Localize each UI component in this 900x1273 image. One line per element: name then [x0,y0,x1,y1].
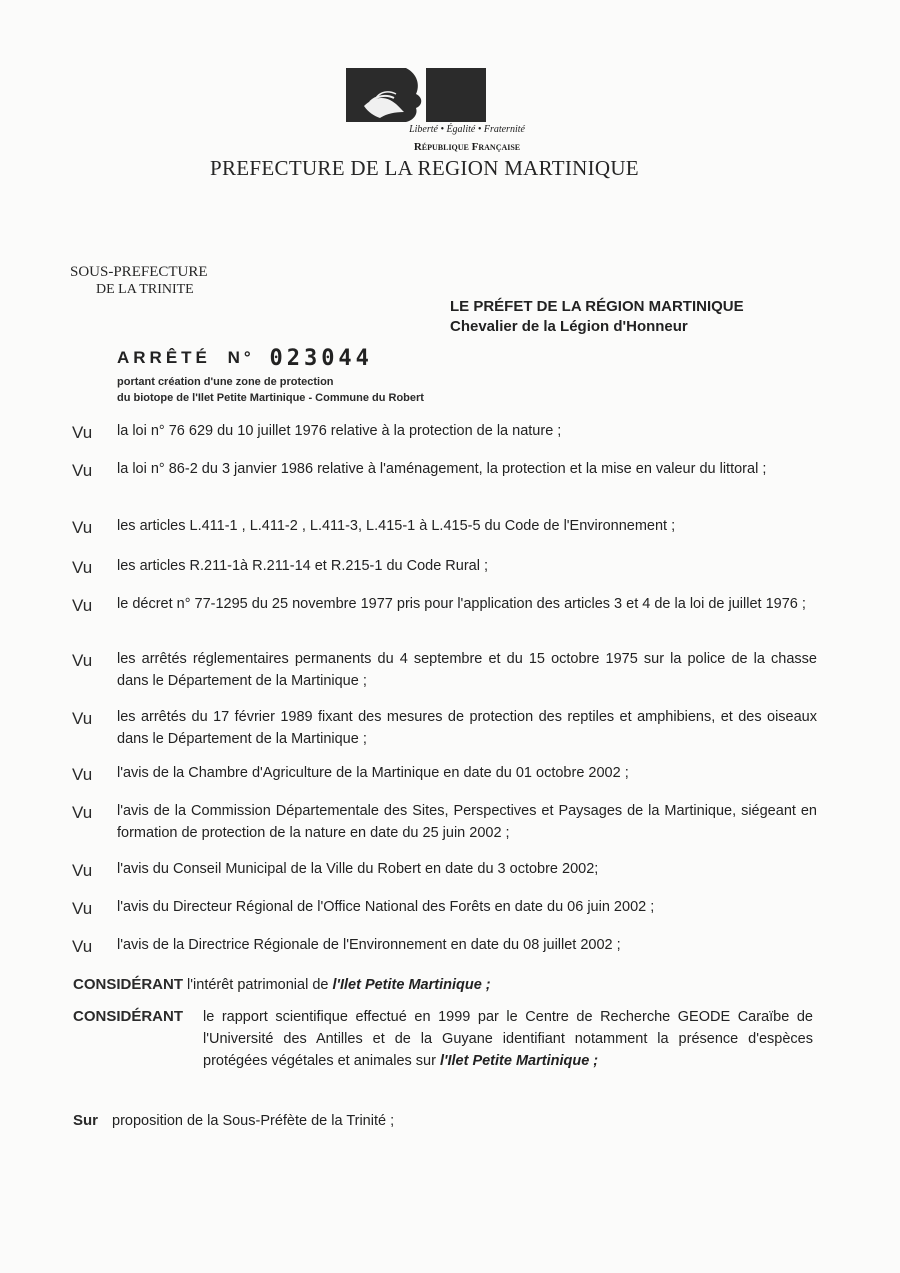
arrete-number: 023044 [269,346,373,371]
vu-item [72,858,817,880]
sous-prefecture-block [70,264,208,298]
vu-text: l'avis de la Directrice Régionale de l'Environnement en date du 08 juillet 2002 ; [117,937,621,953]
considerant-body [203,1006,813,1072]
vu-label: Vu [72,937,93,956]
considerant-emphasis: l'Ilet Petite Martinique ; [439,1053,599,1069]
vu-text: les articles L.411-1 , L.411-2 , L.411-3, L.415-1 à L.415-5 du Code de l'Environnement ; [117,518,676,534]
arrete-heading [117,344,373,369]
considerant-item [73,1006,813,1069]
republic-motto: Liberté • Égalité • Fraternité [409,124,525,135]
vu-item [72,593,817,615]
vu-label: Vu [72,899,93,918]
prefecture-title: PREFECTURE DE LA REGION MARTINIQUE [210,156,639,180]
arrete-no-label: N° [227,348,255,367]
vu-item [72,934,817,956]
considerant-text: l'intérêt patrimonial de [187,977,333,993]
sur-item [73,1112,394,1129]
vu-label: Vu [72,518,93,537]
arrete-label: ARRÊTÉ [117,348,211,367]
sous-prefecture-line2: DE LA TRINITE [96,282,194,297]
vu-text: l'avis de la Commission Départementale des Sites, Perspectives et Paysages de la Martinique, siégeant en formation de protection de la nature en date du 25 juin 2002 ; [117,803,817,841]
republique-francaise: République Française [413,141,521,153]
vu-item [72,458,817,480]
vu-item [72,648,817,692]
arrete-subtitle-line2: du biotope de l'Ilet Petite Martinique - Commune du Robert [117,392,424,404]
vu-item [72,762,817,784]
vu-text: les articles R.211-1à R.211-14 et R.215-1 du Code Rural ; [117,558,489,574]
prefet-honor: Chevalier de la Légion d'Honneur [450,318,688,335]
vu-label: Vu [72,651,93,670]
considerant-label: CONSIDÉRANT [73,1008,184,1025]
vu-text: l'avis de la Chambre d'Agriculture de la Martinique en date du 01 octobre 2002 ; [117,765,629,781]
sous-prefecture-line1: SOUS-PREFECTURE [70,264,208,280]
considerant-item [73,974,813,996]
vu-label: Vu [72,461,93,480]
considerant-label: CONSIDÉRANT [73,976,184,993]
vu-label: Vu [72,709,93,728]
vu-text: les arrêtés réglementaires permanents du 4 septembre et du 15 octobre 1975 sur la police de la chasse dans le Département de la Martinique ; [117,651,817,689]
sur-label: Sur [73,1112,99,1129]
marianne-logo [346,68,486,122]
vu-item [72,420,817,442]
vu-label: Vu [72,423,93,442]
vu-item [72,896,817,918]
vu-label: Vu [72,803,93,822]
vu-text: les arrêtés du 17 février 1989 fixant des mesures de protection des reptiles et amphibiens, et des oiseaux dans le Département de la Martinique ; [117,709,817,747]
vu-item [72,706,817,750]
vu-item [72,515,817,537]
vu-label: Vu [72,765,93,784]
considerant-emphasis: l'Ilet Petite Martinique ; [332,977,491,993]
prefet-title: LE PRÉFET DE LA RÉGION MARTINIQUE [450,298,744,315]
vu-label: Vu [72,861,93,880]
considerant-text: le rapport scientifique effectué en 1999 par le Centre de Recherche GEODE Caraïbe de l'Université des Antilles et de la Guyane identifiant notamment la présence d'espèces protégées végétales et animales sur [203,1009,813,1069]
arrete-subtitle-line1: portant création d'une zone de protection [117,376,334,388]
vu-item [72,800,817,844]
vu-text: l'avis du Conseil Municipal de la Ville du Robert en date du 3 octobre 2002; [117,861,599,877]
vu-text: la loi n° 86-2 du 3 janvier 1986 relative à l'aménagement, la protection et la mise en valeur du littoral ; [117,461,767,477]
vu-text: la loi n° 76 629 du 10 juillet 1976 relative à la protection de la nature ; [117,423,562,439]
prefet-block [450,297,744,337]
vu-item [72,555,817,577]
arrete-subtitle [117,374,424,406]
vu-text: l'avis du Directeur Régional de l'Office National des Forêts en date du 06 juin 2002 ; [117,899,655,915]
vu-label: Vu [72,558,93,577]
vu-text: le décret n° 77-1295 du 25 novembre 1977 pris pour l'application des articles 3 et 4 de la loi de juillet 1976 ; [117,596,806,612]
sur-text: proposition de la Sous-Préfète de la Trinité ; [112,1113,395,1129]
vu-label: Vu [72,596,93,615]
